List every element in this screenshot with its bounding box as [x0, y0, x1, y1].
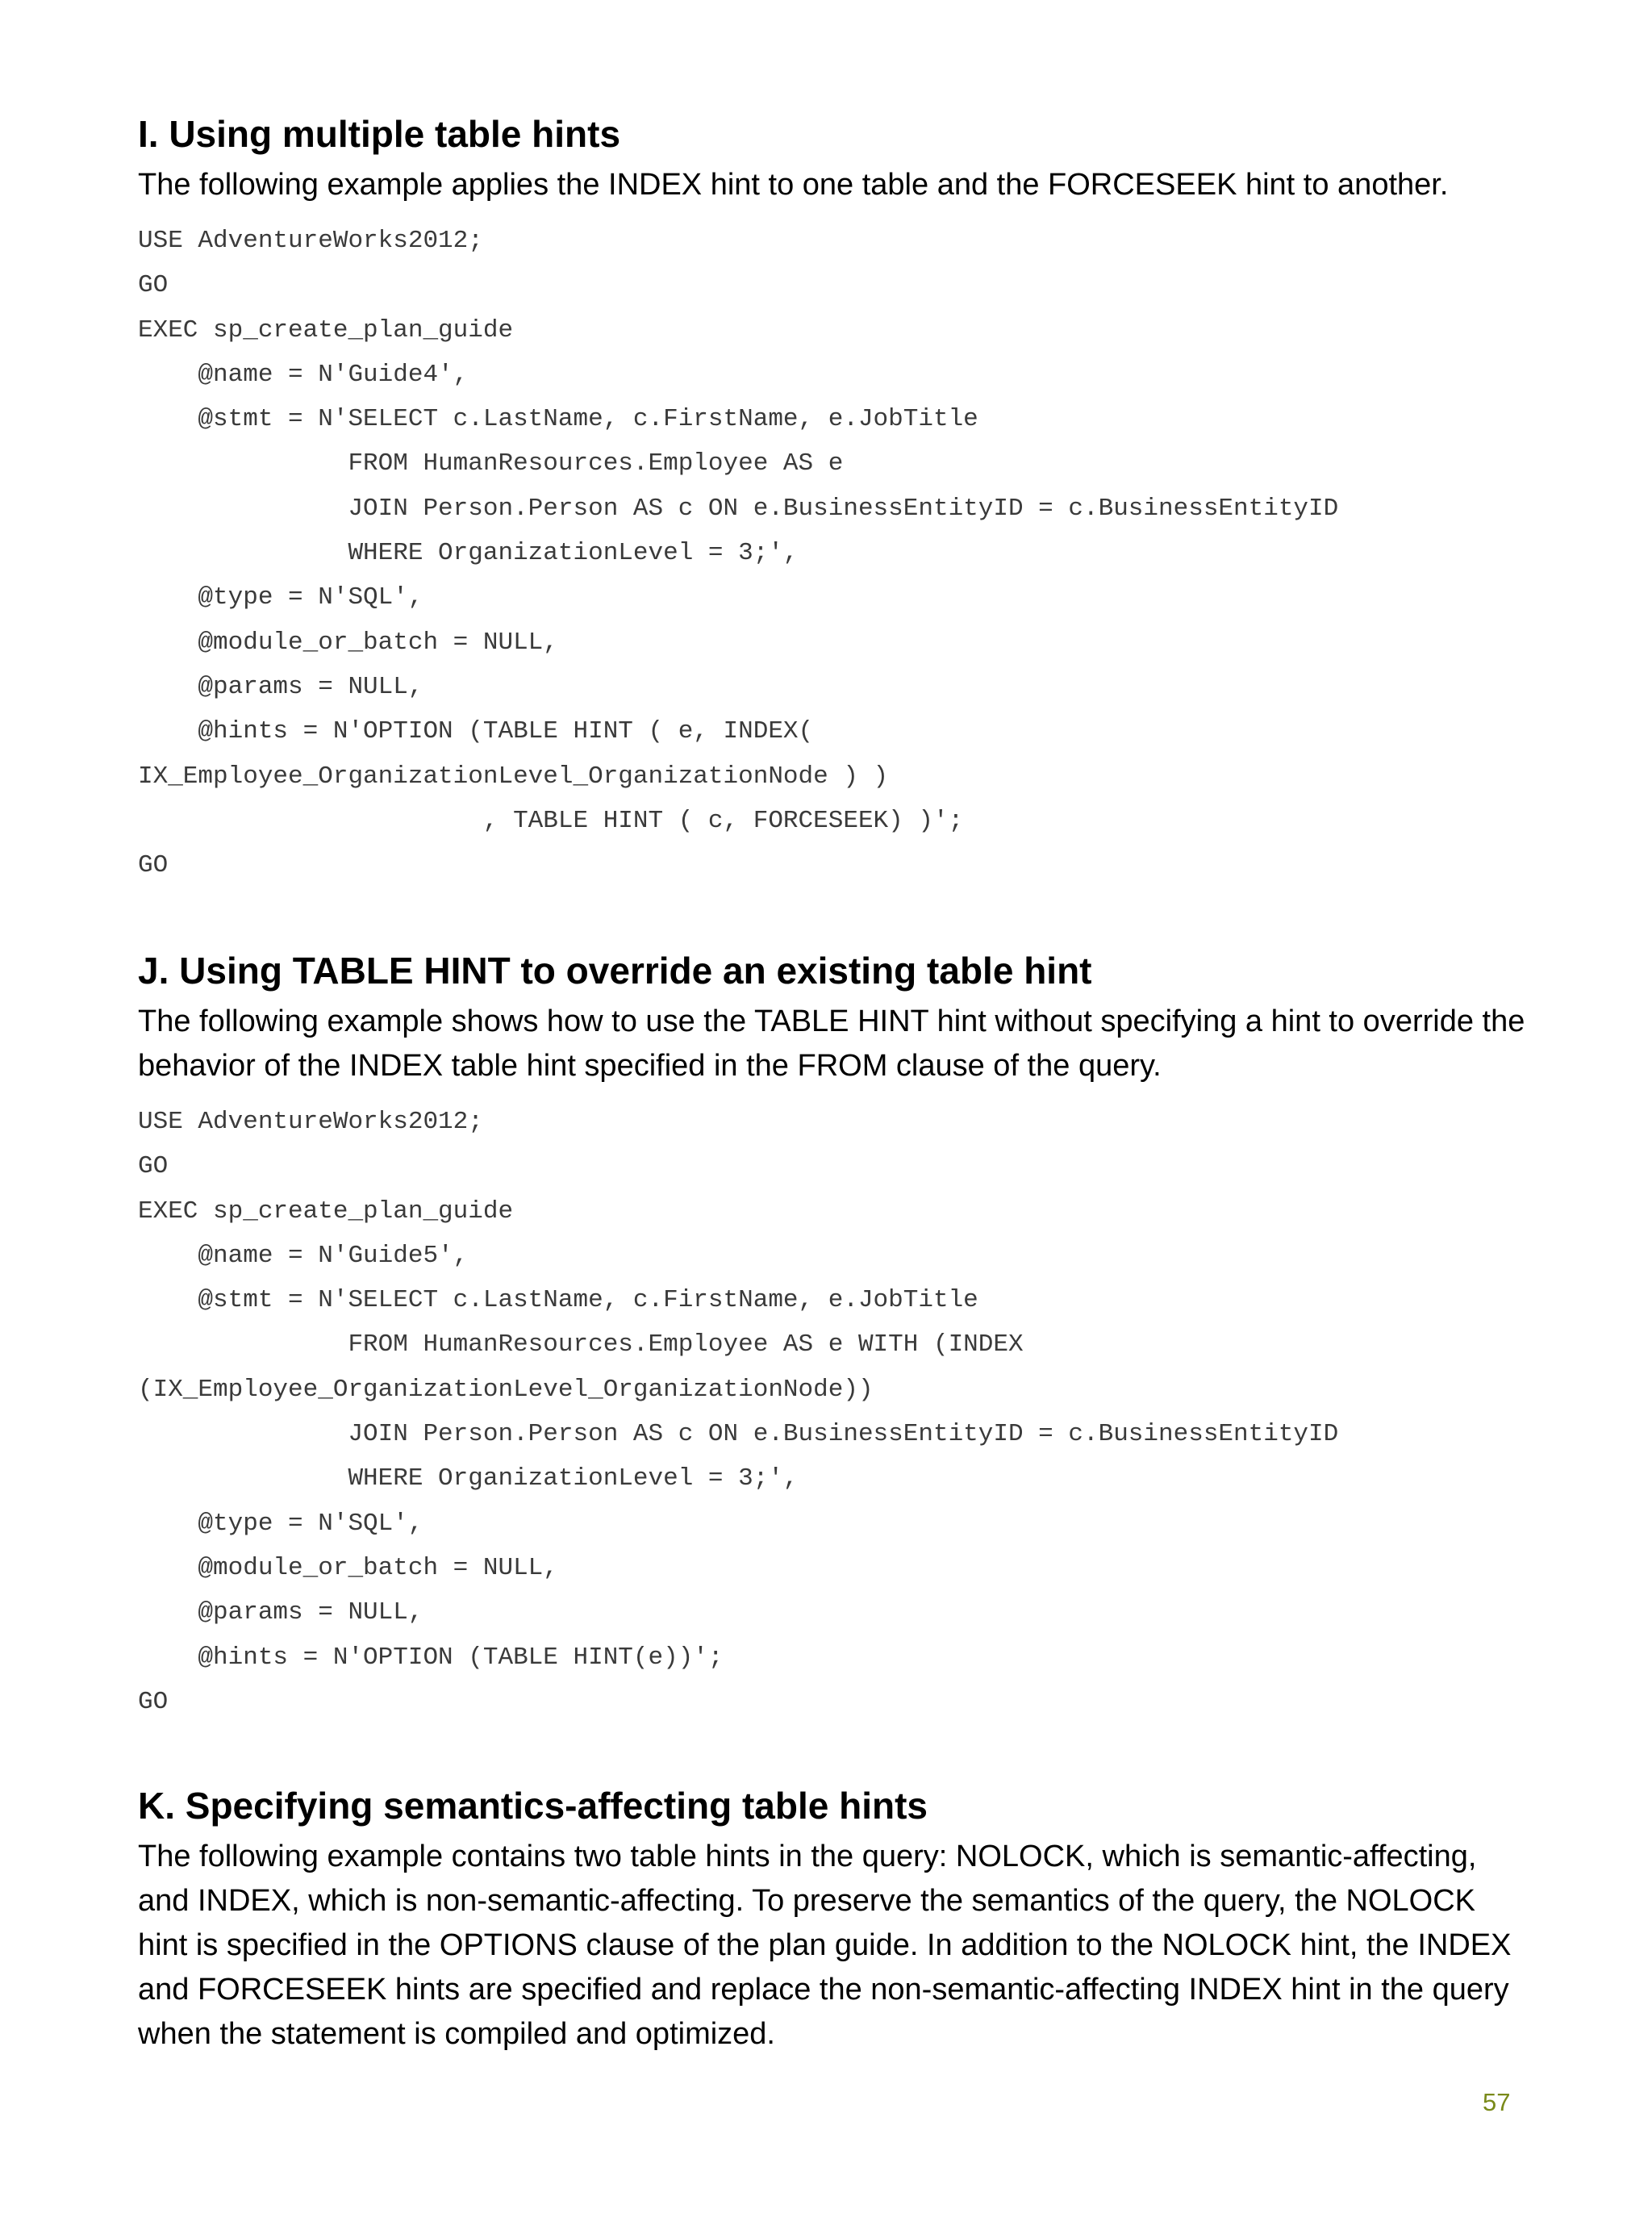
code-line: GO — [138, 851, 169, 880]
code-line: USE AdventureWorks2012; — [138, 1108, 483, 1136]
code-line: WHERE OrganizationLevel = 3;', — [138, 539, 799, 568]
code-line: , TABLE HINT ( c, FORCESEEK) )'; — [138, 806, 964, 835]
code-line: USE AdventureWorks2012; — [138, 227, 483, 255]
section-j — [138, 948, 1525, 1724]
code-line: @module_or_batch = NULL, — [138, 628, 558, 657]
code-line: @stmt = N'SELECT c.LastName, c.FirstName, e.JobTitle — [138, 1286, 978, 1315]
code-line: @params = NULL, — [138, 672, 423, 701]
code-line: @stmt = N'SELECT c.LastName, c.FirstName, e.JobTitle — [138, 405, 978, 434]
code-line: @hints = N'OPTION (TABLE HINT(e))'; — [138, 1643, 724, 1672]
section-k-heading: K. Specifying semantics-affecting table hints — [138, 1785, 928, 1827]
code-line: FROM HumanResources.Employee AS e — [138, 449, 844, 478]
code-line: IX_Employee_OrganizationLevel_OrganizationNode ) ) — [138, 762, 889, 791]
code-line: JOIN Person.Person AS c ON e.BusinessEntityID = c.BusinessEntityID — [138, 494, 1339, 523]
code-line: @name = N'Guide4', — [138, 360, 469, 389]
code-line: @hints = N'OPTION (TABLE HINT ( e, INDEX( — [138, 717, 814, 746]
section-k-paragraph: The following example contains two table hints in the query: NOLOCK, which is semantic-affecting, and INDEX, which is non-semantic-affecting. To preserve the semantics of the query, the NOLOCK hint is specified in the OPTIONS clause of the plan guide. In addition to the NOLOCK hint, the INDEX and FORCESEEK hints are specified and replace the non-semantic-affecting INDEX hint in the query when the statement is compiled and optimized. — [138, 1840, 1512, 2051]
code-line: GO — [138, 1687, 169, 1716]
code-line: @params = NULL, — [138, 1598, 423, 1627]
code-line: @name = N'Guide5', — [138, 1241, 469, 1270]
section-j-code-block — [138, 1100, 1525, 1724]
section-i-paragraph: The following example applies the INDEX hint to one table and the FORCESEEK hint to another. — [138, 168, 1449, 202]
code-line: @type = N'SQL', — [138, 583, 423, 612]
code-line: GO — [138, 271, 169, 300]
section-i — [138, 111, 1525, 887]
code-line: WHERE OrganizationLevel = 3;', — [138, 1464, 799, 1493]
section-i-heading: I. Using multiple table hints — [138, 113, 621, 155]
section-i-code-block — [138, 219, 1525, 887]
section-k — [138, 1783, 1525, 2057]
code-line: FROM HumanResources.Employee AS e WITH (INDEX — [138, 1330, 1024, 1359]
code-line: @type = N'SQL', — [138, 1509, 423, 1538]
section-j-heading: J. Using TABLE HINT to override an existing table hint — [138, 950, 1092, 992]
section-j-paragraph: The following example shows how to use the TABLE HINT hint without specifying a hint to override the behavior of the INDEX table hint specified in the FROM clause of the query. — [138, 1004, 1525, 1083]
code-line: JOIN Person.Person AS c ON e.BusinessEntityID = c.BusinessEntityID — [138, 1420, 1339, 1449]
code-line: EXEC sp_create_plan_guide — [138, 1197, 514, 1226]
code-line: (IX_Employee_OrganizationLevel_OrganizationNode)) — [138, 1375, 874, 1404]
code-line: GO — [138, 1152, 169, 1181]
page-number: 57 — [1483, 2088, 1511, 2116]
code-line: EXEC sp_create_plan_guide — [138, 315, 514, 345]
code-line: @module_or_batch = NULL, — [138, 1553, 558, 1582]
